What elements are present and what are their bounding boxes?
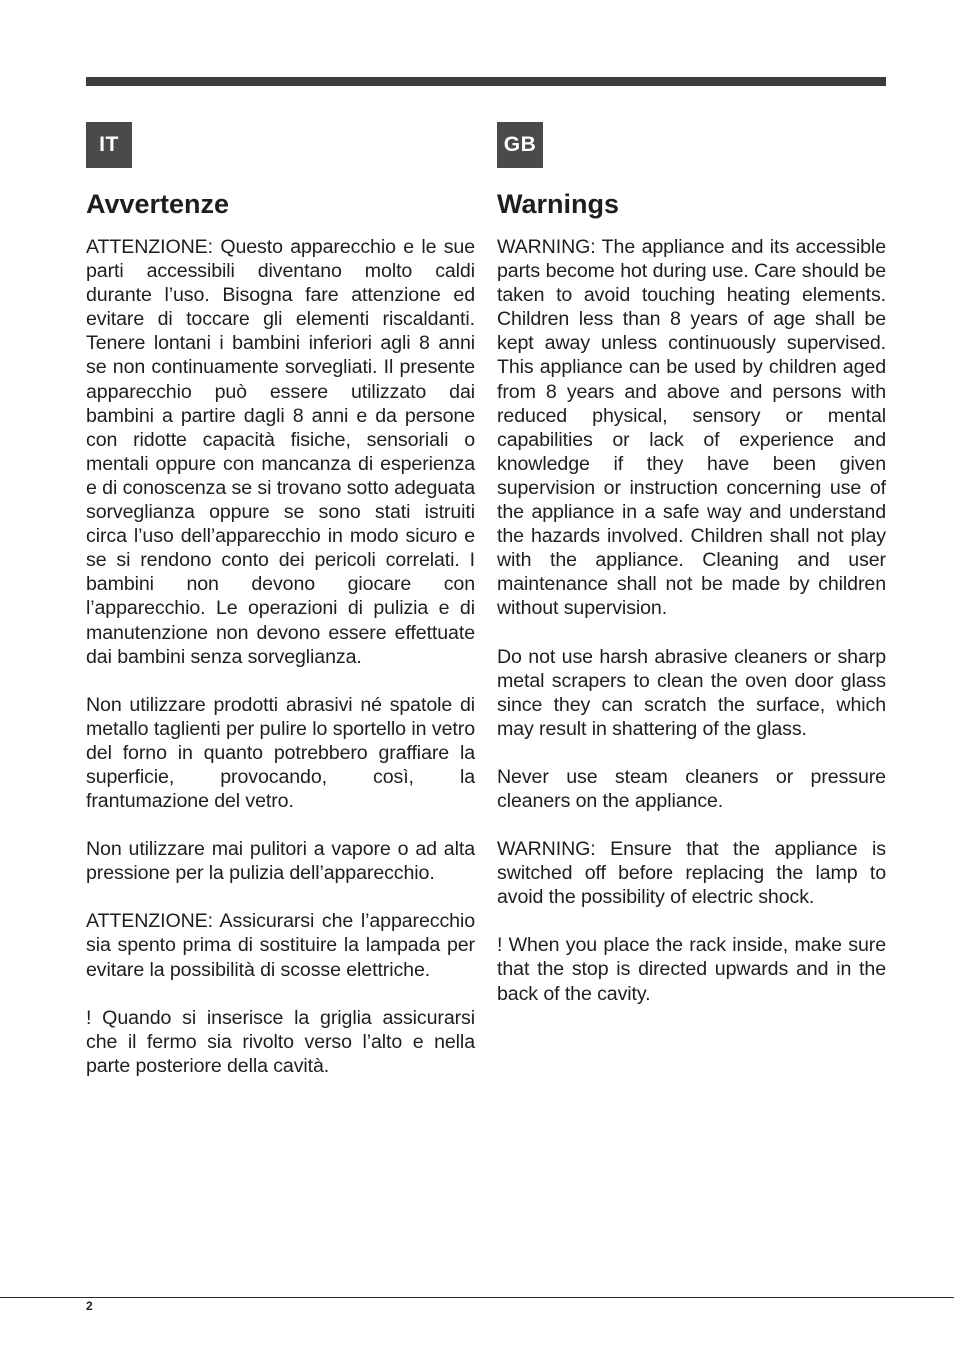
warning-paragraph-it-2: Non utilizzare prodotti abrasivi né spatole di metallo taglienti per pulire lo sportello in vetro del forno in quanto potrebbero graffiare la superficie, provocando, così, la frantumazione del vetro. — [86, 693, 475, 813]
language-badge-it: IT — [86, 122, 132, 168]
language-badge-gb: GB — [497, 122, 543, 168]
page-number: 2 — [86, 1299, 93, 1313]
english-column — [497, 122, 886, 1006]
top-divider — [86, 77, 886, 86]
warning-paragraph-gb-2: Do not use harsh abrasive cleaners or sharp metal scrapers to clean the oven door glass since they can scratch the surface, which may result in shattering of the glass. — [497, 645, 886, 740]
warning-paragraph-gb-5: ! When you place the rack inside, make sure that the stop is directed upwards and in the back of the cavity. — [497, 934, 886, 1005]
warning-paragraph-it-4: ATTENZIONE: Assicurarsi che l’apparecchio sia spento prima di sostituire la lampada per evitare la possibilità di scosse elettriche. — [86, 910, 475, 981]
warning-paragraph-gb-3: Never use steam cleaners or pressure cleaners on the appliance. — [497, 765, 886, 812]
warning-paragraph-it-3: Non utilizzare mai pulitori a vapore o ad alta pressione per la pulizia dell’apparecchio. — [86, 838, 475, 885]
warning-paragraph-it-1: ATTENZIONE: Questo apparecchio e le sue parti accessibili diventano molto caldi durante l’uso. Bisogna fare attenzione ed evitare di toccare gli elementi riscaldanti. Tenere lontani i bambini inferiori agli 8 anni se non continuamente sorvegliati. Il presente apparecchio può essere utilizzato dai bambini a partire dagli 8 anni e da persone con ridotte capacità fisiche, sensoriali o mentali oppure con mancanza di esperienza e di conoscenza se si trovano sotto adeguata sorveglianza oppure se sono stati istruiti circa l’uso dell’apparecchio in modo sicuro e se si rendono conto dei pericoli correlati. I bambini non devono giocare con l’apparecchio. Le operazioni di pulizia e di manutenzione non devono essere effettuate dai bambini senza sorveglianza. — [86, 236, 475, 668]
italian-column — [86, 122, 475, 1078]
section-title-gb: Warnings — [497, 189, 620, 219]
warning-paragraph-gb-1: WARNING: The appliance and its accessible parts become hot during use. Care should be taken to avoid touching heating elements. Children less than 8 years of age shall be kept away unless continuously supervised. This appliance can be used by children aged from 8 years and above and persons with reduced physical, sensory or mental capabilities or lack of experience and knowledge if they have been given supervision or instruction concerning use of the appliance in a safe way and understand the hazards involved. Children shall not play with the appliance. Cleaning and user maintenance shall not be made by children without supervision. — [497, 236, 886, 620]
warning-paragraph-it-5: ! Quando si inserisce la griglia assicurarsi che il fermo sia rivolto verso l’alto e nella parte posteriore della cavità. — [86, 1006, 475, 1077]
warning-paragraph-gb-4: WARNING: Ensure that the appliance is switched off before replacing the lamp to avoid the possibility of electric shock. — [497, 838, 886, 909]
section-title-it: Avvertenze — [86, 189, 230, 219]
footer-divider — [0, 1297, 954, 1298]
